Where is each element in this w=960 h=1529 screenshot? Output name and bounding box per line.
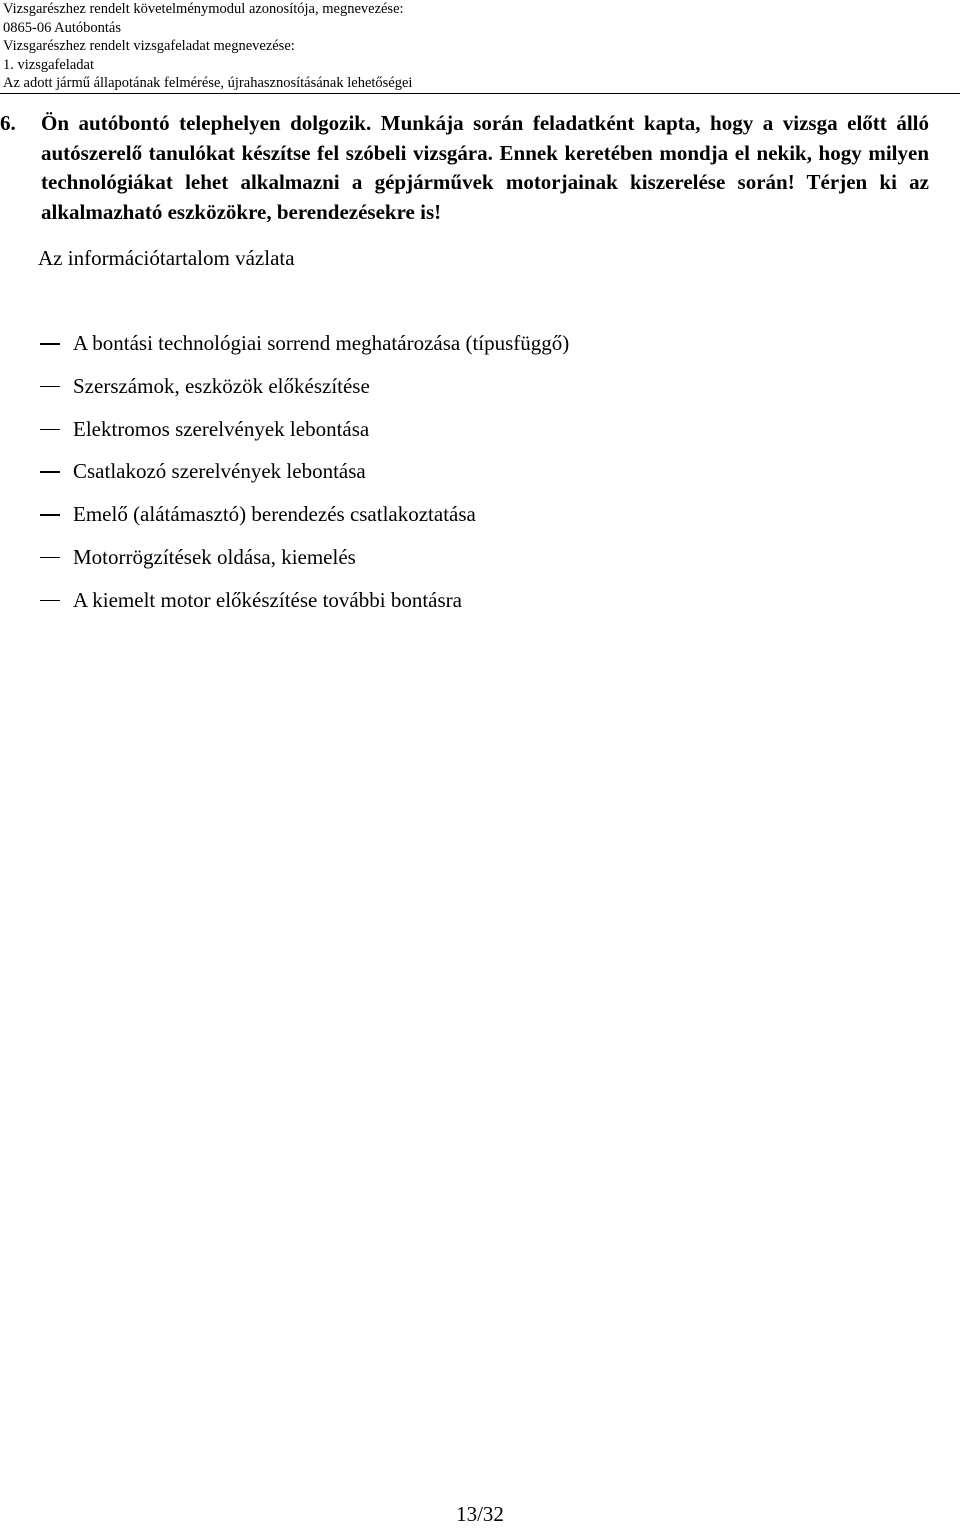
list-item-text: A bontási technológiai sorrend meghatározása (típusfüggő) xyxy=(73,331,570,355)
dash-bullet-icon xyxy=(40,471,60,473)
dash-bullet-icon xyxy=(40,429,60,431)
list-item-text: Csatlakozó szerelvények lebontása xyxy=(73,459,366,484)
dash-bullet-icon xyxy=(40,343,60,345)
dash-bullet-icon xyxy=(40,557,60,559)
list-item-text: Emelő (alátámasztó) berendezés csatlakoztatása xyxy=(73,502,476,527)
page-header xyxy=(3,0,953,93)
header-task-label: Vizsgarészhez rendelt vizsgafeladat megnevezése: xyxy=(3,38,295,55)
dash-bullet-icon xyxy=(40,386,60,388)
task-text: Ön autóbontó telephelyen dolgozik. Munkája során feladatként kapta, hogy a vizsga előtt álló autószerelő tanulókat készítse fel szóbeli vizsgára. Ennek keretében mondja el nekik, hogy milyen technológiákat lehet alkalmazni a gépjárművek motorjainak kiszerelése során! Térjen ki az alkalmazható eszközökre, berendezésekre is! xyxy=(41,111,929,224)
dash-bullet-icon xyxy=(40,514,60,516)
list-item-text: Elektromos szerelvények lebontása xyxy=(73,416,370,441)
list-item xyxy=(0,328,900,371)
list-item xyxy=(0,585,900,628)
task-number: 6. xyxy=(0,111,16,135)
list-item-text: A kiemelt motor előkészítése további bontásra xyxy=(73,587,462,612)
header-divider xyxy=(0,93,960,94)
list-item xyxy=(0,456,900,499)
header-task-number: 1. vizsgafeladat xyxy=(3,56,94,73)
list-item xyxy=(0,371,900,414)
list-item xyxy=(0,414,900,457)
list-item-text: Szerszámok, eszközök előkészítése xyxy=(73,373,370,398)
outline-list xyxy=(0,328,900,628)
list-item xyxy=(0,542,900,585)
list-item-text: Motorrögzítések oldása, kiemelés xyxy=(73,544,356,569)
header-module-label: Vizsgarészhez rendelt követelménymodul azonosítója, megnevezése: xyxy=(3,1,404,17)
header-task-name: Az adott jármű állapotának felmérése, újrahasznosításának lehetőségei xyxy=(3,75,413,92)
dash-bullet-icon xyxy=(40,600,60,602)
list-item xyxy=(0,499,900,542)
page-number: 13/32 xyxy=(456,1502,504,1526)
outline-title: Az információtartalom vázlata xyxy=(38,246,295,270)
header-module-name: 0865-06 Autóbontás xyxy=(3,19,122,36)
